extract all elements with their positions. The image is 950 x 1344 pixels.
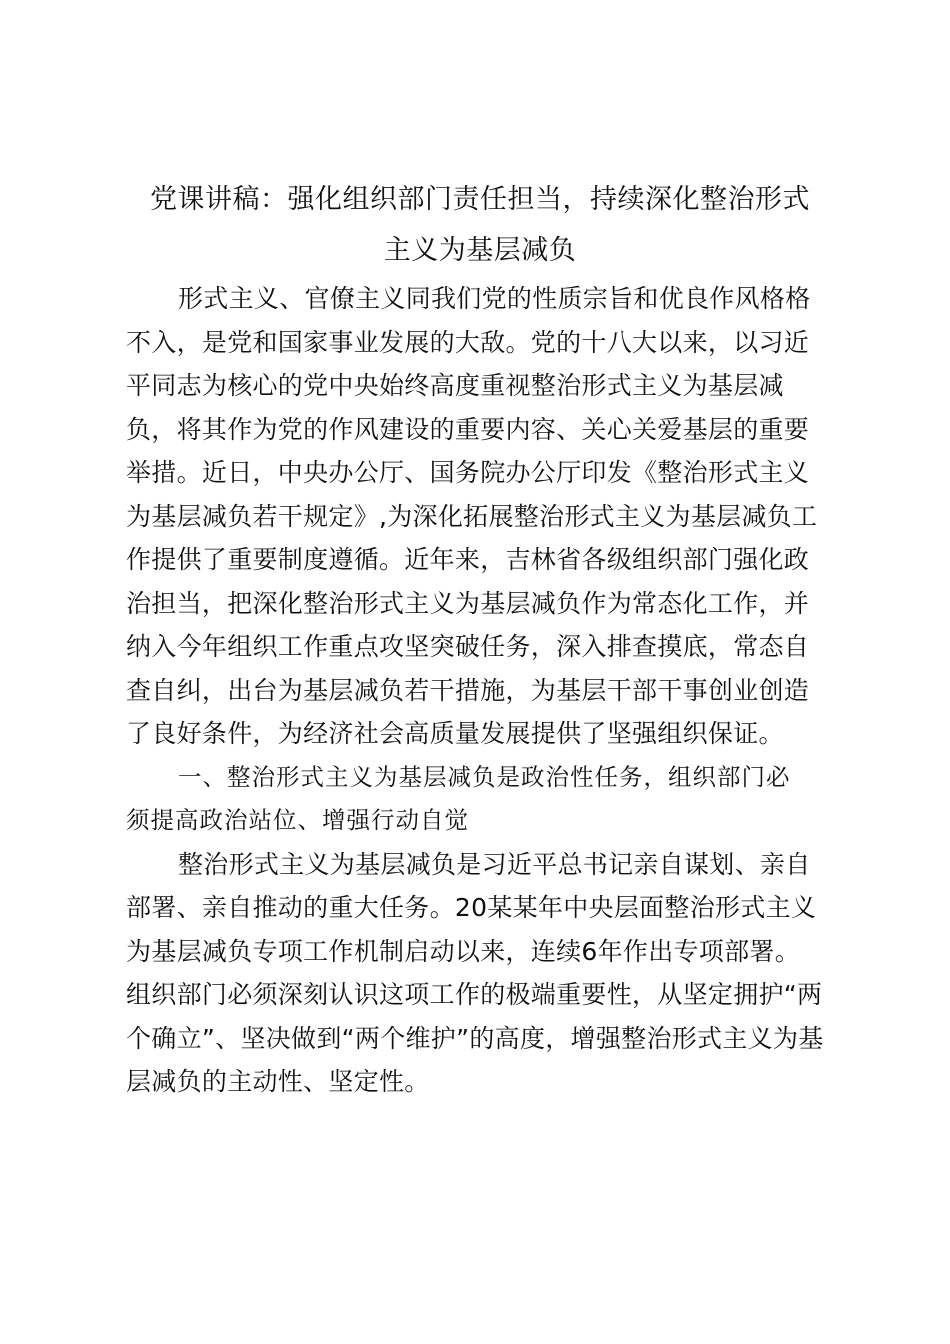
document-title (120, 174, 840, 276)
text-line: 为基层减负若干规定》,为深化拓展整治形式主义为基层减负工 (126, 501, 818, 531)
title-line: 主义为基层减负 (383, 235, 577, 266)
text-line: 整治形式主义为基层减负是习近平总书记亲自谋划、亲自 (178, 849, 811, 879)
text-line: 了良好条件，为经济社会高质量发展提供了坚强组织保证。 (126, 719, 784, 748)
text-line: 个确立”、坚决做到“两个维护”的高度，增强整治形式主义为基 (126, 1023, 824, 1053)
text-line: 负，将其作为党的作风建设的重要内容、关心关爱基层的重要 (126, 414, 810, 444)
text-line: 组织部门必须深刻认识这项工作的极端重要性，从坚定拥护“两 (126, 980, 823, 1009)
paragraph-intro (126, 277, 836, 756)
document-body (126, 277, 836, 1104)
text-line: 层减负的主动性、坚定性。 (126, 1067, 430, 1096)
section-heading (126, 756, 836, 843)
text-line: 举措。近日，中央办公厅、国务院办公厅印发《整治形式主义 (126, 458, 810, 487)
text-line: 平同志为核心的党中央始终高度重视整治形式主义为基层减 (126, 371, 784, 400)
heading-line: 一、整治形式主义为基层减负是政治性任务，组织部门必 (178, 762, 791, 791)
text-line: 作提供了重要制度遵循。近年来，吉林省各级组织部门强化政 (126, 545, 810, 574)
text-line: 治担当，把深化整治形式主义为基层减负作为常态化工作，并 (126, 588, 810, 618)
text-line: 为基层减负专项工作机制启动以来，连续6年作出专项部署。 (126, 936, 801, 966)
text-line: 形式主义、官僚主义同我们党的性质宗旨和优良作风格格 (178, 284, 811, 313)
text-line: 不入，是党和国家事业发展的大敌。党的十八大以来，以习近 (126, 327, 810, 357)
text-line: 纳入今年组织工作重点攻坚突破任务，深入排查摸底，常态自 (126, 632, 810, 661)
text-line: 部署、亲自推动的重大任务。20某某年中央层面整治形式主义 (126, 893, 817, 922)
paragraph-section-1 (126, 843, 836, 1104)
text-line: 查自纠，出台为基层减负若干措施，为基层干部干事创业创造 (126, 675, 810, 705)
title-line: 党课讲稿：强化组织部门责任担当，持续深化整治形式 (150, 184, 810, 215)
heading-line: 须提高政治站位、增强行动自觉 (126, 806, 469, 834)
